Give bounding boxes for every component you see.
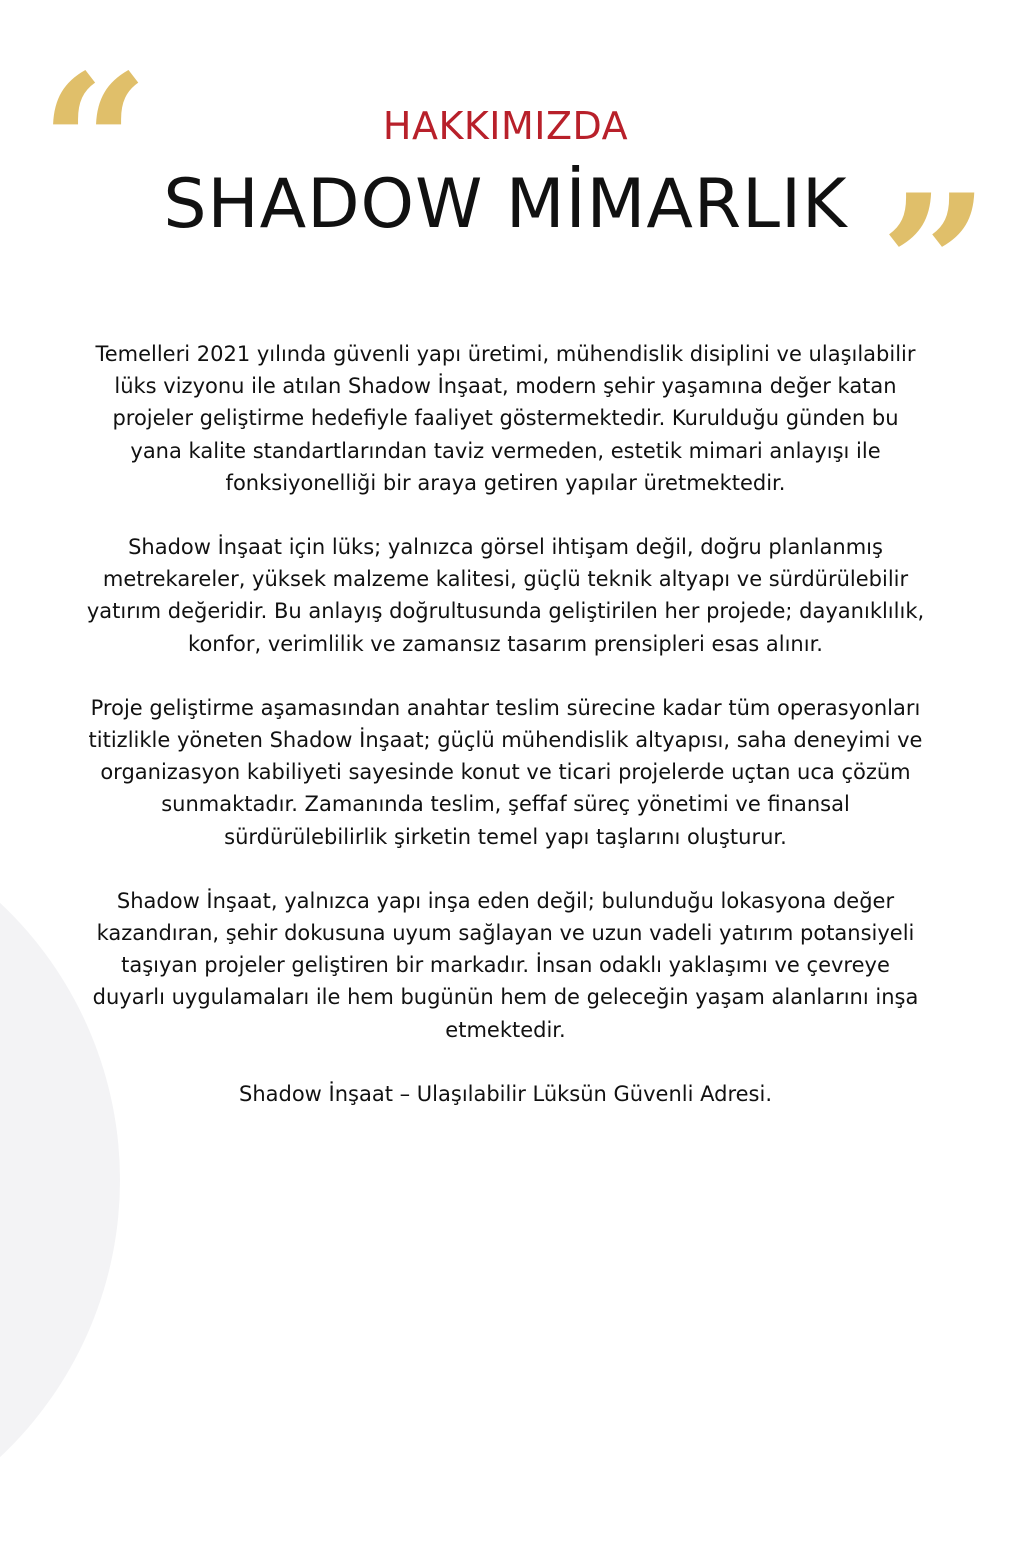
open-quote-icon: “ xyxy=(40,33,150,256)
page-title: SHADOW MİMARLIK xyxy=(163,165,848,244)
section-subtitle: HAKKIMIZDA xyxy=(382,104,629,148)
paragraph-operations: Proje geliştirme aşamasından anahtar teslim sürecine kadar tüm operasyonları titizlikle yöneten Shadow İnşaat; güçlü mühendislik altyapısı, saha deneyimi ve organizasyon kabiliyeti sayesinde konut ve ticari projelerde uçtan uca çözüm sunmaktadır. Zamanında teslim, şeffaf süreç yönetimi ve finansal sürdürülebilirlik şirketin temel yapı taşlarını oluşturur. xyxy=(88,695,923,849)
paragraph-intro: Temelleri 2021 yılında güvenli yapı üretimi, mühendislik disiplini ve ulaşılabilir lüks vizyonu ile atılan Shadow İnşaat, modern şehir yaşamına değer katan projeler geliştirme hedefiyle faaliyet göstermektedir. Kurulduğu günden bu yana kalite standartlarından taviz vermeden, estetik mimari anlayışı ile fonksiyonelliği bir araya getiren yapılar üretmektedir. xyxy=(95,342,916,495)
paragraph-luxury: Shadow İnşaat için lüks; yalnızca görsel ihtişam değil, doğru planlanmış metrekareler, yüksek malzeme kalitesi, güçlü teknik altyapı ve sürdürülebilir yatırım değeridir. Bu anlayış doğrultusunda geliştirilen her projede; dayanıklılık, konfor, verimlilik ve zamansız tasarım prensipleri esas alınır. xyxy=(86,535,925,656)
paragraph-slogan: Shadow İnşaat – Ulaşılabilir Lüksün Güvenli Adresi. xyxy=(239,1081,772,1106)
about-text xyxy=(85,338,926,1142)
paragraph-brand: Shadow İnşaat, yalnızca yapı inşa eden değil; bulunduğu lokasyona değer kazandıran, şehir dokusuna uyum sağlayan ve uzun vadeli yatırım potansiyeli taşıyan projeler geliştiren bir markadır. İnsan odaklı yaklaşımı ve çevreye duyarlı uygulamaları ile hem bugünün hem de geleceğin yaşam alanlarını inşa etmektedir. xyxy=(92,888,919,1042)
close-quote-icon: ” xyxy=(880,153,990,376)
